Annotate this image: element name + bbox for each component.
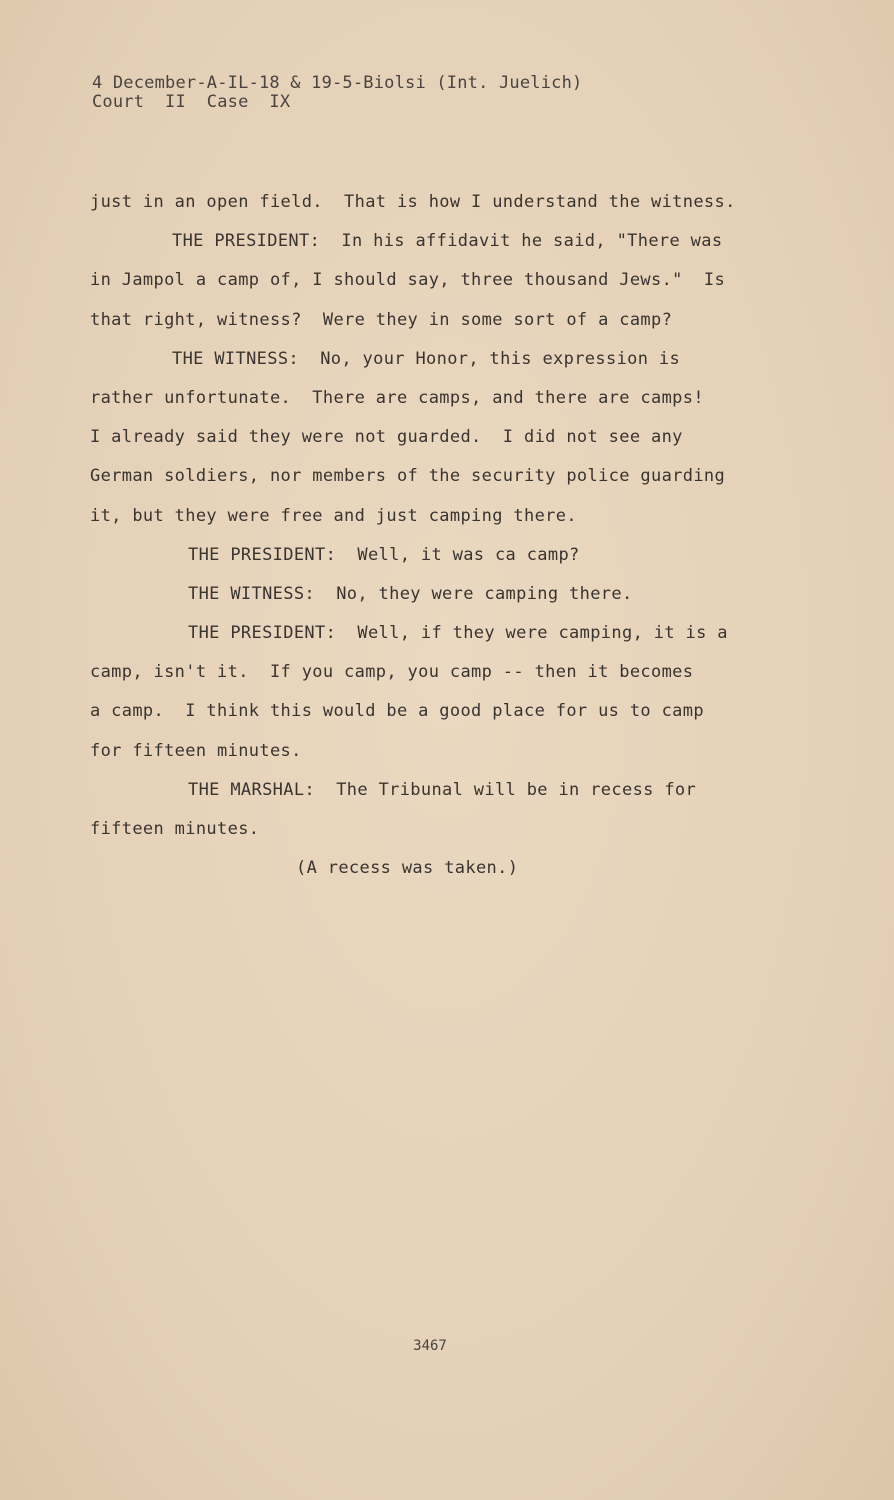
transcript-line: THE WITNESS: No, they were camping there. — [188, 583, 633, 604]
transcript-line: (A recess was taken.) — [296, 858, 519, 879]
transcript-line: rather unfortunate. There are camps, and there are camps! — [90, 387, 704, 408]
page-number: 3467 — [413, 1338, 447, 1354]
transcript-body — [90, 188, 810, 893]
transcript-line: in Jampol a camp of, I should say, three thousand Jews." Is — [90, 270, 726, 291]
transcript-line: THE PRESIDENT: Well, it was ca camp? — [188, 544, 580, 565]
transcript-line: THE PRESIDENT: In his affidavit he said, "There was — [172, 231, 723, 252]
transcript-line: I already said they were not guarded. I did not see any — [90, 427, 683, 448]
transcript-line: a camp. I think this would be a good place for us to camp — [90, 701, 704, 722]
transcript-line: THE PRESIDENT: Well, if they were camping, it is a — [188, 623, 728, 644]
header-court-line: Court II Case IX — [92, 92, 291, 112]
transcript-line: just in an open field. That is how I understand the witness. — [90, 192, 736, 212]
transcript-line: German soldiers, nor members of the security police guarding — [90, 466, 726, 487]
transcript-line: it, but they were free and just camping there. — [90, 505, 577, 526]
transcript-line: THE MARSHAL: The Tribunal will be in recess for — [188, 779, 697, 800]
transcript-line: fifteen minutes. — [90, 819, 260, 839]
document-header — [92, 74, 582, 112]
transcript-line: camp, isn't it. If you camp, you camp -- then it becomes — [90, 662, 694, 683]
transcript-line: for fifteen minutes. — [90, 740, 302, 761]
transcript-line: THE WITNESS: No, your Honor, this expression is — [172, 348, 681, 369]
transcript-line: that right, witness? Were they in some sort of a camp? — [90, 309, 673, 330]
header-date-line: 4 December-A-IL-18 & 19-5-Biolsi (Int. Juelich) — [92, 73, 583, 93]
